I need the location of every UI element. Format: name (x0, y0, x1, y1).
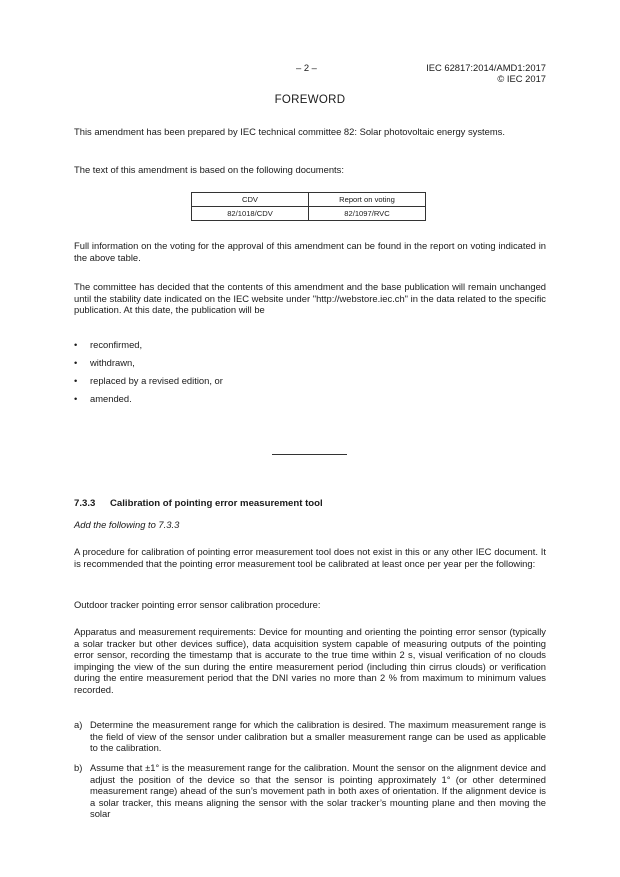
section-number: 7.3.3 (74, 498, 96, 509)
table-header-cell: Report on voting (309, 193, 426, 207)
section-paragraph-1: A procedure for calibration of pointing error measurement tool does not exist in this or any other IEC document. It is recommended that the pointing error measurement tool be calibrated at least once per year per the following: (74, 546, 546, 569)
foreword-paragraph-4: The committee has decided that the contents of this amendment and the base publication will remain unchanged until the stability date indicated on the IEC website under "http://webstore.iec.ch" in the data related to the specific publication. At this date, the publication will be (74, 281, 546, 316)
foreword-paragraph-1: This amendment has been prepared by IEC technical committee 82: Solar photovoltaic energy systems. (74, 126, 505, 137)
amendment-instruction: Add the following to 7.3.3 (74, 519, 180, 530)
copyright-notice: © IEC 2017 (497, 73, 546, 84)
bullet-icon: • (74, 393, 78, 404)
list-item-marker: a) (74, 719, 83, 730)
page-number: – 2 – (296, 62, 317, 73)
documents-table (191, 192, 426, 221)
list-item-text: withdrawn, (90, 357, 135, 368)
foreword-paragraph-3: Full information on the voting for the approval of this amendment can be found in the report on voting indicated in the above table. (74, 240, 546, 263)
bullet-icon: • (74, 375, 78, 386)
bullet-icon: • (74, 357, 78, 368)
list-item-text: reconfirmed, (90, 339, 143, 350)
list-item-text: Determine the measurement range for which the calibration is desired. The maximum measurement range is the field of view of the sensor under calibration but a smaller measurement range can be used as applicable to the calibration. (90, 719, 546, 754)
table-cell: 82/1018/CDV (192, 207, 309, 221)
document-id: IEC 62817:2014/AMD1:2017 (426, 62, 546, 73)
table-header-row (192, 193, 426, 207)
list-item-text: replaced by a revised edition, or (90, 375, 223, 386)
section-paragraph-2: Outdoor tracker pointing error sensor calibration procedure: (74, 599, 321, 610)
list-item-text: amended. (90, 393, 132, 404)
foreword-title: FOREWORD (274, 94, 346, 106)
list-item-marker: b) (74, 762, 83, 773)
table-header-cell: CDV (192, 193, 309, 207)
section-heading (74, 498, 323, 509)
table-cell: 82/1097/RVC (309, 207, 426, 221)
separator-line (272, 454, 347, 455)
list-item-text: Assume that ±1° is the measurement range for the calibration. Mount the sensor on the alignment device and adjust the position of the device so that the sensor is pointing approximately 1° (or other determined measurement range) ahead of the sun’s movement path in both axes of orientation. If the alignment device is a solar tracker, this means aligning the sensor with the solar tracker’s mounting plane and then moving the solar (90, 762, 546, 820)
foreword-paragraph-2: The text of this amendment is based on the following documents: (74, 164, 344, 175)
section-title: Calibration of pointing error measurement tool (110, 498, 323, 509)
table-row (192, 207, 426, 221)
section-paragraph-3: Apparatus and measurement requirements: Device for mounting and orienting the pointing error sensor (typically a solar tracker but other devices suffice), data acquisition system capable of measuring outputs of the pointing error sensor, recording the timestamp that is accurate to the true time within 2 s, visual verification of no clouds impinging the view of the sun during the entire measurement period (including thin cirrus clouds) or verification during the entire measurement period that the DNI varies no more than 2 % from maximum to minimum values recorded. (74, 626, 546, 695)
bullet-icon: • (74, 339, 78, 350)
